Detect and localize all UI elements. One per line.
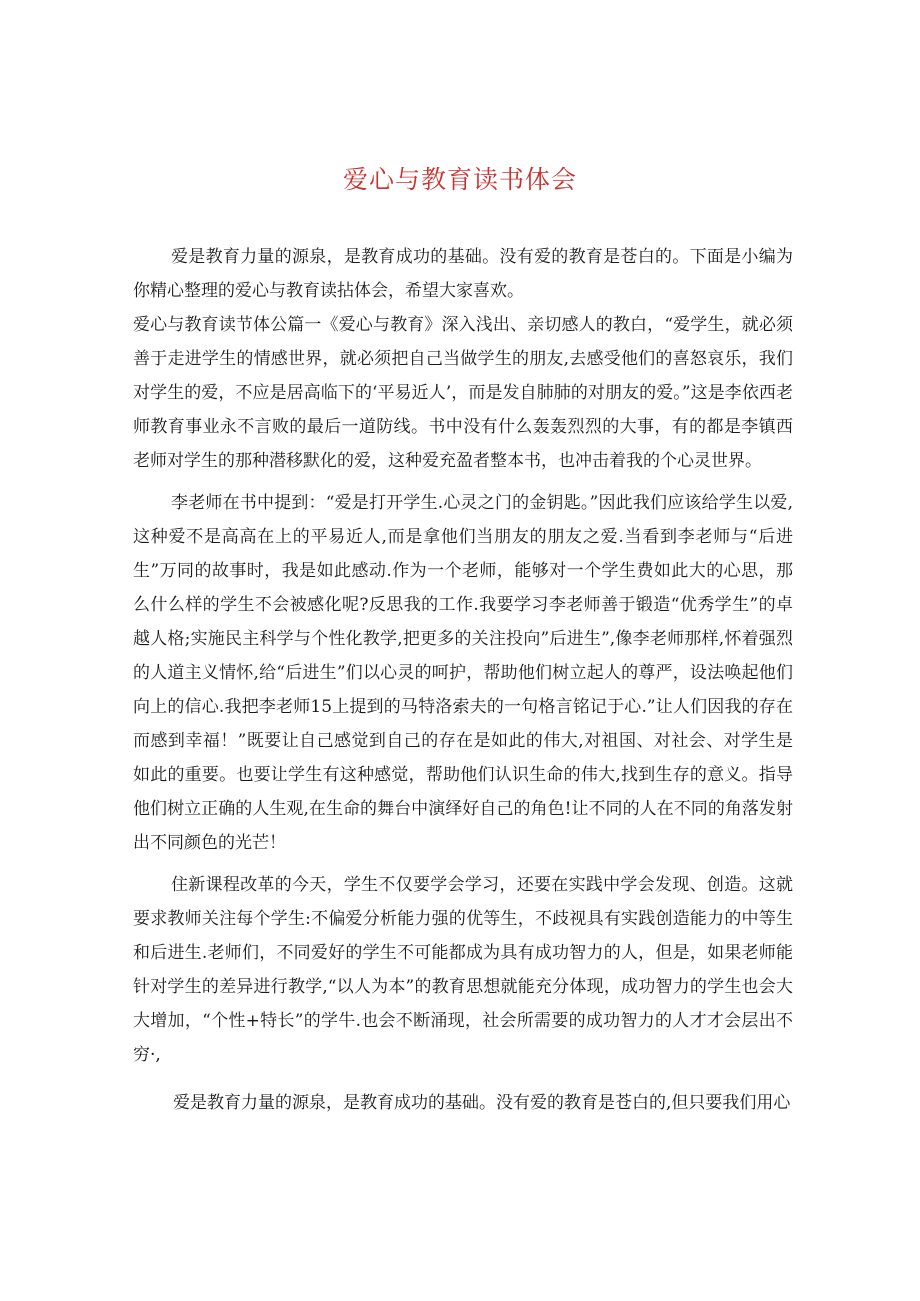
curriculum-reform-paragraph: 住新课程改革的今天，学生不仅要学会学习，还要在实践中学会发现、创造。这就要求教师关注每个学生:不偏爱分析能力强的优等生，不歧视具有实践创造能力的中等生和后进生.老师们，不同爱好的学生不可能都成为具有成功智力的人，但是，如果老师能针对学生的差异进行教学,“以人为本”的教育思想就能充分体现，成功智力的学生也会大大增加，“个性+特长”的学牛.也会不断涌现，社会所需要的成功智力的人才才会层出不穷·,	[133, 875, 793, 1065]
document-title: 爱心与教育读书体会	[342, 165, 577, 194]
intro-paragraph: 爱是教育力量的源泉，是教育成功的基础。没有爱的教育是苍白的。下面是小编为你精心整理的爱心与教育读拈体会，希望大家喜欢。	[133, 247, 793, 301]
teacher-quote-paragraph: 李老师在书中提到：“爱是打开学生.心灵之门的金钥匙。”因此我们应该给学生以爱,这种爱不是高高在上的平易近人,而是拿他们当朋友的朋友之爱.当看到李老师与“后进生”万同的故事时，我是如此感动.作为一个老师，能够对一个学生费如此大的心思，那么什么样的学生不会被感化呢?反思我的工作.我要学习李老师善于锻造“优秀学生”的卓越人格;实施民主科学与个性化教学,把更多的关注投向”后进生”,像李老师那样,怀着强烈的人道主义情怀,给“后进生”们以心灵的呵护，帮助他们树立起人的尊严，设法唤起他们向上的信心.我把李老师15上提到的马特洛索夫的一句格言铭记于心.”让人们因我的存在而感到幸福！”既要让自己感觉到自己的存在是如此的伟大,对祖国、对社会、对学生是如此的重要。也要让学生有这种感觉，帮助他们认识生命的伟大,找到生存的意义。指导他们树立正确的人生观,在生命的舞台中演绎好自己的角色!让不同的人在不同的角落发射出不同颜色的光芒！	[133, 493, 793, 853]
closing-paragraph: 爱是教育力量的源泉，是教育成功的基础。没有爱的教育是苍白的,但只要我们用心	[173, 1093, 791, 1113]
article-one-paragraph: 爱心与教育读节体公篇一《爱心与教育》深入浅出、亲切感人的教白，“爱学生，就必须善于走进学生的情感世界，就必须把自己当做学生的朋友,去感受他们的喜怒哀乐，我们对学生的爱，不应是居高临下的‘平易近人’，而是发自肺肺的对朋友的爱。”这是李依西老师教育事业永不言败的最后一道防线。书中没有什么轰轰烈烈的大事，有的都是李镇西老师对学生的那种潜移默化的爱，这种爱充盈者整本书，也冲击着我的个心灵世界。	[133, 315, 793, 471]
document-body	[133, 240, 793, 1120]
